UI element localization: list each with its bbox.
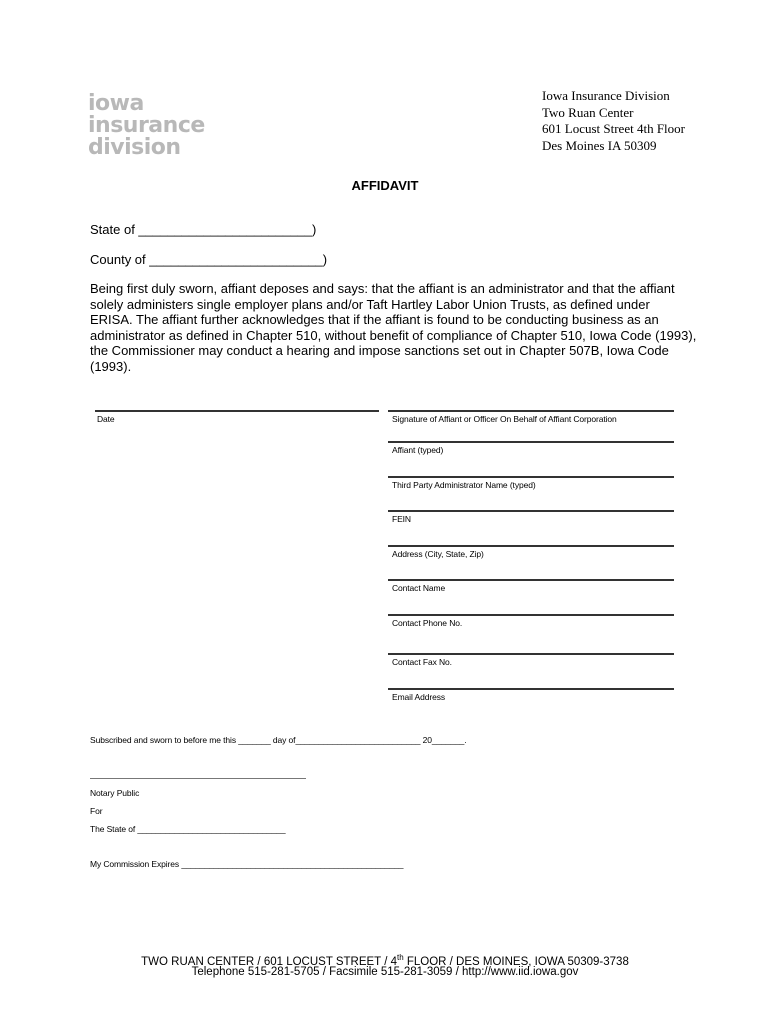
- address-line[interactable]: [388, 545, 674, 547]
- affiant-typed-label: Affiant (typed): [392, 445, 444, 455]
- notary-public-label: Notary Public: [90, 788, 140, 798]
- logo-line-1: iowa: [88, 91, 144, 116]
- notary-signature-line[interactable]: [90, 778, 306, 779]
- statement-line: ERISA. The affiant further acknowledges that if the affiant is found to be conducting business as an: [90, 312, 659, 327]
- affidavit-statement: [90, 281, 697, 374]
- email-line[interactable]: [388, 688, 674, 690]
- footer-address-part-1: TWO RUAN CENTER / 601 LOCUST STREET / 4: [141, 955, 397, 968]
- notary-state-field[interactable]: The State of ________________________________: [90, 824, 286, 834]
- date-signature-line[interactable]: [95, 410, 379, 412]
- signature-line[interactable]: [388, 410, 674, 412]
- address-line-2: Two Ruan Center: [542, 104, 634, 120]
- footer-address-part-2: FLOOR / DES MOINES, IOWA 50309-3738: [403, 955, 629, 968]
- statement-line: administrator as defined in Chapter 510, without benefit of compliance of Chapter 510, Iowa Code (1993),: [90, 327, 697, 343]
- affiant-typed-line[interactable]: [388, 441, 674, 443]
- logo-line-3: division: [88, 135, 181, 160]
- logo-line-2: insurance: [88, 113, 205, 138]
- footer-contact: Telephone 515-281-5705 / Facsimile 515-281-3059 / http://www.iid.iowa.gov: [191, 966, 579, 978]
- county-of-field[interactable]: County of ________________________): [90, 252, 328, 267]
- contact-phone-label: Contact Phone No.: [392, 618, 463, 628]
- commission-expires-field[interactable]: My Commission Expires ________________________________________________: [90, 859, 404, 869]
- contact-fax-label: Contact Fax No.: [392, 657, 452, 667]
- footer-ordinal-suffix: th: [396, 953, 404, 962]
- contact-name-line[interactable]: [388, 579, 674, 581]
- address-label: Address (City, State, Zip): [392, 549, 484, 559]
- contact-fax-line[interactable]: [388, 653, 674, 655]
- subscribed-sworn-line[interactable]: Subscribed and sworn to before me this _______ day of___________________________ 20_______.: [90, 735, 467, 745]
- agency-address-block: [542, 88, 685, 154]
- tpa-name-line[interactable]: [388, 476, 674, 478]
- document-title: AFFIDAVIT: [351, 178, 419, 193]
- state-of-field[interactable]: State of ________________________): [90, 222, 317, 237]
- tpa-name-label: Third Party Administrator Name (typed): [392, 480, 536, 490]
- for-label: For: [90, 806, 103, 816]
- signature-label: Signature of Affiant or Officer On Behalf of Affiant Corporation: [392, 414, 617, 424]
- statement-line: (1993).: [90, 358, 132, 374]
- address-line-4: Des Moines IA 50309: [542, 137, 657, 153]
- address-line-3: 601 Locust Street 4th Floor: [542, 121, 685, 136]
- fein-label: FEIN: [392, 514, 411, 524]
- iowa-insurance-division-logo: [88, 91, 205, 160]
- statement-line: Being first duly sworn, affiant deposes and says: that the affiant is an administrator and that the affiant: [90, 281, 675, 296]
- date-label: Date: [97, 414, 115, 424]
- email-label: Email Address: [392, 692, 446, 702]
- contact-name-label: Contact Name: [392, 583, 446, 593]
- fein-line[interactable]: [388, 510, 674, 512]
- address-line-1: Iowa Insurance Division: [542, 88, 670, 103]
- statement-line: solely administers single employer plans and/or Taft Hartley Labor Union Trusts, as defined under: [90, 296, 650, 312]
- contact-phone-line[interactable]: [388, 614, 674, 616]
- statement-line: the Commissioner may conduct a hearing and impose sanctions set out in Chapter 507B, Iowa Code: [90, 343, 669, 358]
